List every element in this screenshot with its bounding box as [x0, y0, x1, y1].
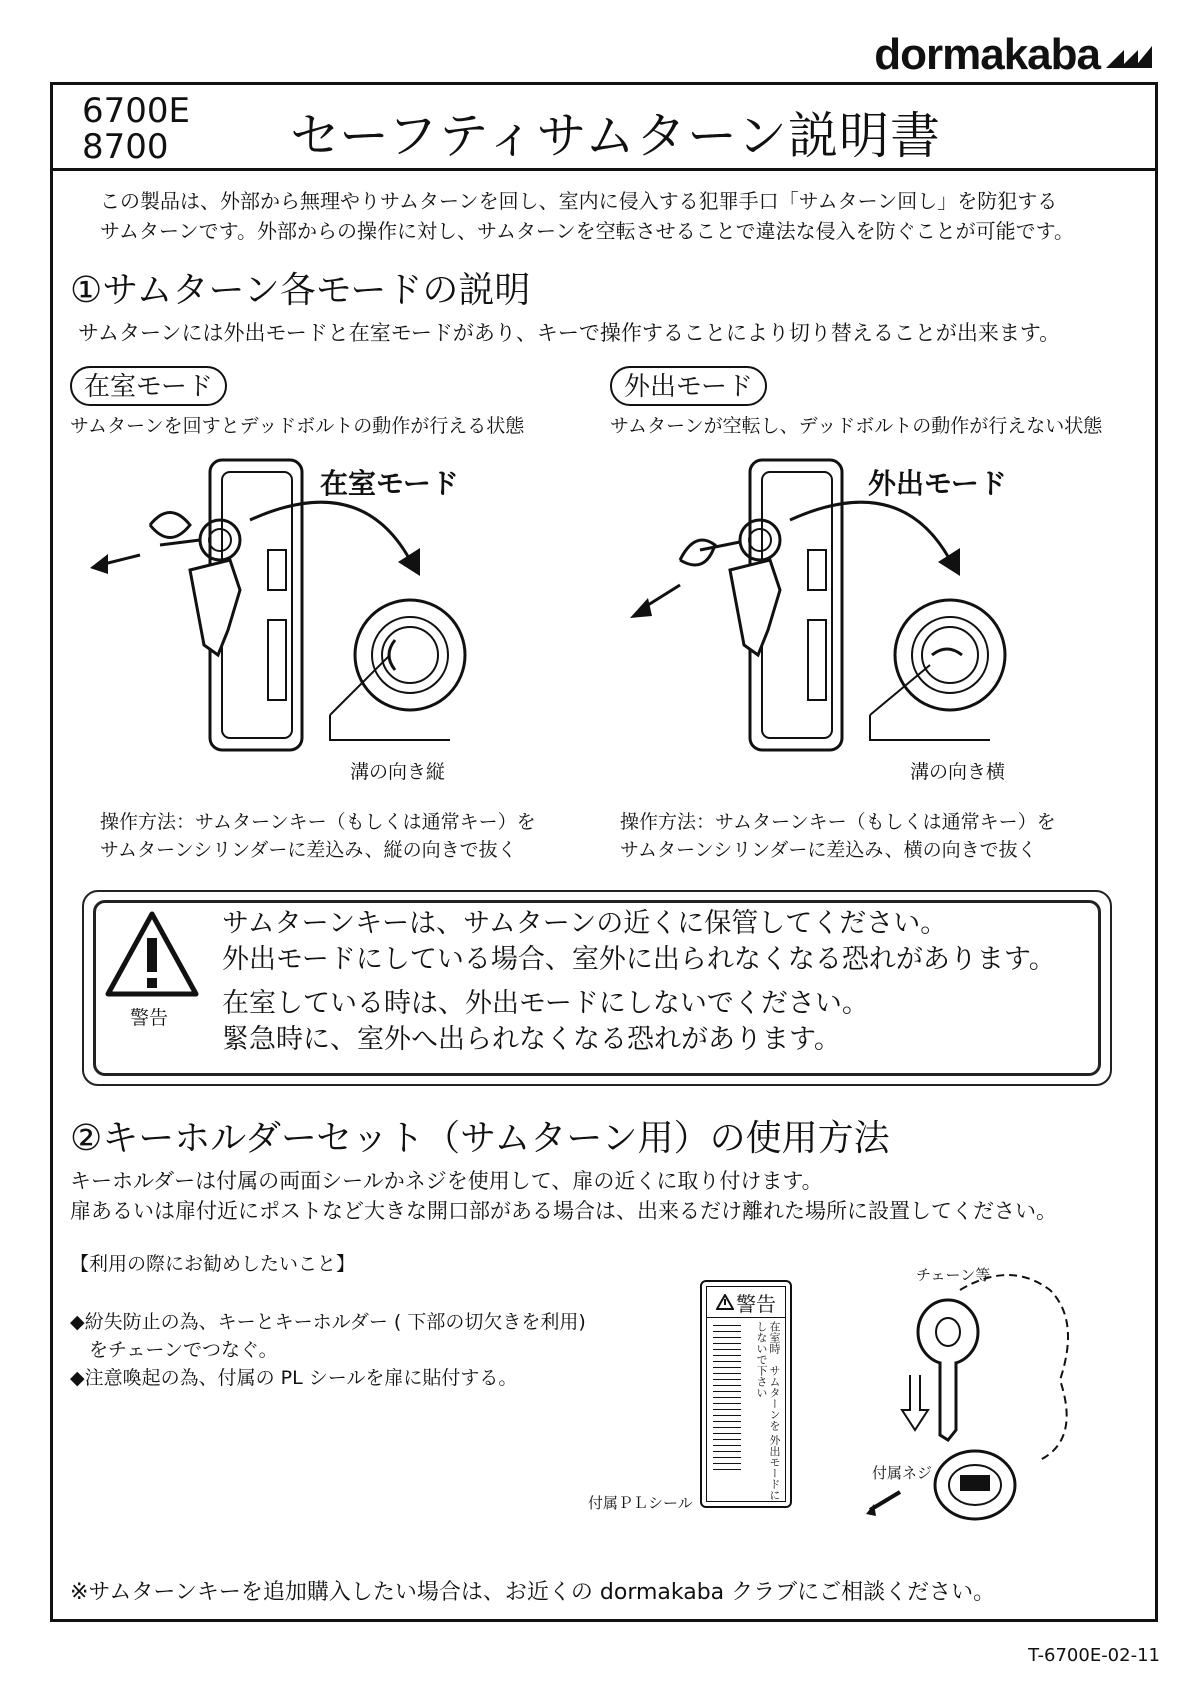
- recommend-title: 【利用の際にお勧めしたいこと】: [70, 1253, 356, 1275]
- operation-out: [620, 808, 1056, 864]
- recommend-item: をチェーンでつなぐ。: [70, 1339, 278, 1361]
- operation-stay: [100, 808, 536, 864]
- brand-logo: [874, 30, 1152, 80]
- pl-warning-icon: [716, 1294, 734, 1310]
- brand-name: dormakaba: [874, 30, 1100, 79]
- recommend-list: [70, 1308, 586, 1392]
- mode-pill-stay: 在室モード: [70, 366, 227, 406]
- recommend-item: ◆注意喚起の為、付属の PL シールを扉に貼付する。: [70, 1367, 518, 1389]
- chain-label: チェーン等: [916, 1266, 991, 1284]
- section2-desc: [70, 1166, 1150, 1226]
- page-title: セーフティサムターン説明書: [290, 107, 941, 165]
- header-divider: [50, 168, 1158, 171]
- pl-seal-label: 付属ＰＬシール: [588, 1494, 693, 1512]
- section2-title: ②キーホルダーセット（サムターン用）の使用方法: [70, 1118, 890, 1159]
- brand-mark-icon: [1106, 42, 1152, 68]
- pl-seal-inner: [706, 1286, 786, 1502]
- recommend-item: ◆紛失防止の為、キーとキーホルダー ( 下部の切欠きを利用): [70, 1311, 586, 1333]
- warning-text: [222, 906, 1056, 1058]
- keyholder-illustration: [860, 1260, 1090, 1540]
- pl-seal-text: [755, 1321, 781, 1501]
- warning-triangle-icon: [104, 910, 200, 998]
- intro-line: この製品は、外部から無理やりサムターンを回し、室内に侵入する犯罪手口「サムターン回し」を防犯する: [100, 189, 1058, 213]
- operation-line: 操作方法：サムターンキー（もしくは通常キー）を: [620, 811, 1056, 833]
- operation-line: サムターンシリンダーに差込み、横の向きで抜く: [620, 839, 1037, 861]
- section2-desc-line: 扉あるいは扉付近にポストなど大きな開口部がある場合は、出来るだけ離れた場所に設置してください。: [70, 1199, 1057, 1223]
- warning-label: 警告: [130, 1007, 169, 1029]
- figure-stay-mode: [80, 450, 550, 800]
- warning-line: 緊急時に、室外へ出られなくなる恐れがあります。: [222, 1024, 841, 1055]
- figure-out-mode: [620, 450, 1090, 800]
- document-code: T-6700E-02-11: [1028, 1645, 1160, 1666]
- section2-desc-line: キーホルダーは付属の両面シールかネジを使用して、扉の近くに取り付けます。: [70, 1169, 823, 1193]
- warning-line: 外出モードにしている場合、室外に出られなくなる恐れがあります。: [222, 944, 1056, 975]
- warning-line: サムターンキーは、サムターンの近くに保管してください。: [222, 908, 948, 939]
- pl-seal-title: 警告: [736, 1291, 776, 1316]
- pl-seal-header: [707, 1287, 785, 1318]
- groove-label-out: 溝の向き横: [910, 761, 1006, 783]
- model-number-1: 6700E: [82, 91, 191, 131]
- pl-seal-line: 外出モードにしないで下さい: [755, 1321, 781, 1501]
- mode-pill-out: 外出モード: [610, 366, 767, 406]
- intro-text: [100, 186, 1120, 246]
- screw-label: 付属ネジ: [872, 1464, 933, 1482]
- section1-title: ①サムターン各モードの説明: [70, 270, 531, 311]
- footer-note: ※サムターンキーを追加購入したい場合は、お近くの dormakaba クラブにご相談ください。: [70, 1580, 996, 1605]
- warning-line: 在室している時は、外出モードにしないでください。: [222, 988, 869, 1019]
- model-number-2: 8700: [82, 127, 169, 167]
- operation-line: サムターンシリンダーに差込み、縦の向きで抜く: [100, 839, 517, 861]
- pl-seal-fine-print: [713, 1325, 741, 1475]
- figure-label-out: 外出モード: [868, 467, 1007, 500]
- figure-label-stay: 在室モード: [320, 467, 459, 500]
- mode-caption-stay: サムターンを回すとデッドボルトの動作が行える状態: [70, 415, 525, 437]
- pl-seal-line: 在室時 サムターンを: [768, 1321, 781, 1431]
- pl-seal: [700, 1280, 792, 1508]
- section1-desc: サムターンには外出モードと在室モードがあり、キーで操作することにより切り替えることが出来ます。: [78, 321, 1061, 345]
- operation-line: 操作方法：サムターンキー（もしくは通常キー）を: [100, 811, 536, 833]
- intro-line: サムターンです。外部からの操作に対し、サムターンを空転させることで違法な侵入を防ぐことが可能です。: [100, 219, 1074, 243]
- groove-label-stay: 溝の向き縦: [350, 761, 446, 783]
- mode-caption-out: サムターンが空転し、デッドボルトの動作が行えない状態: [610, 415, 1103, 437]
